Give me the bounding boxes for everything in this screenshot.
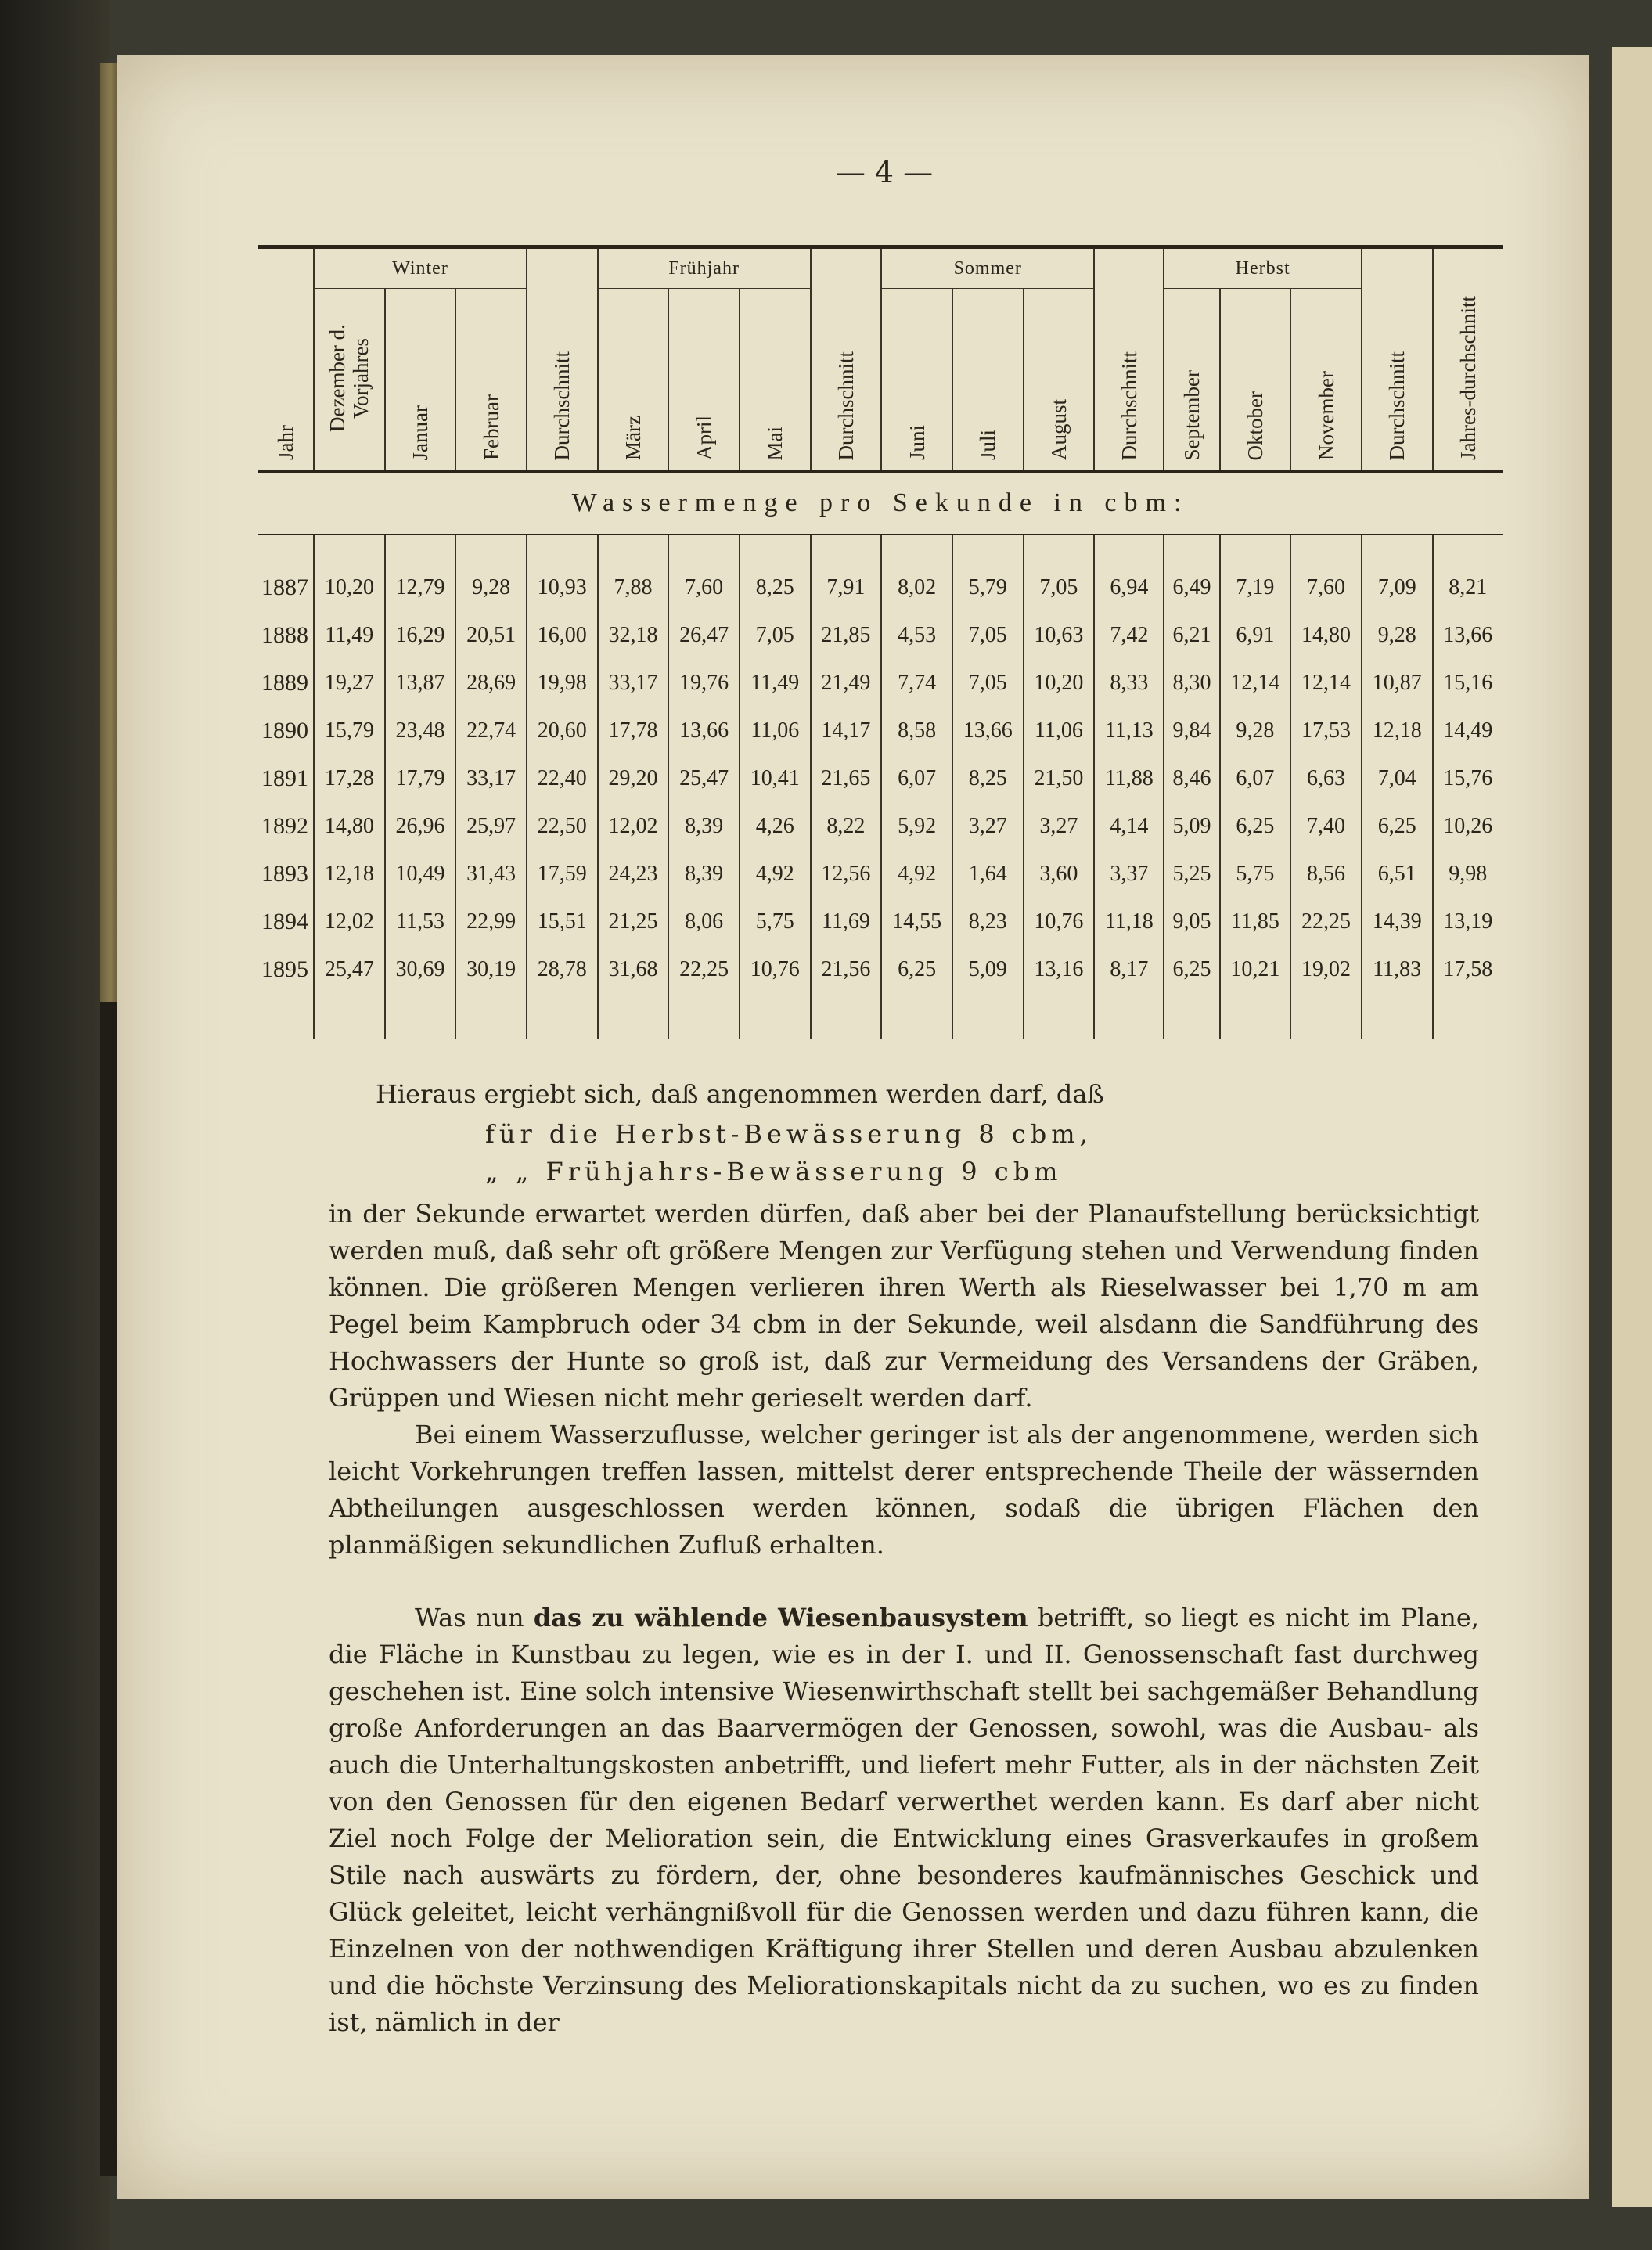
value-cell: 24,23: [598, 850, 669, 898]
value-cell: 20,60: [527, 707, 598, 754]
value-cell: 4,92: [740, 850, 811, 898]
value-cell: 7,60: [1290, 563, 1362, 611]
value-cell: 22,74: [455, 707, 527, 754]
value-cell: 11,18: [1094, 898, 1164, 945]
value-cell: 31,68: [598, 945, 669, 993]
value-cell: 8,02: [881, 563, 952, 611]
value-cell: 5,75: [1220, 850, 1291, 898]
value-cell: 5,09: [952, 945, 1024, 993]
value-cell: 28,78: [527, 945, 598, 993]
value-cell: 16,00: [527, 611, 598, 659]
col-header: Durchschnitt: [1094, 289, 1164, 472]
col-header: April: [668, 289, 740, 472]
value-cell: 17,28: [314, 754, 385, 802]
value-cell: 5,92: [881, 802, 952, 850]
year-cell: 1895: [261, 956, 308, 982]
table-row: [258, 802, 1503, 850]
group-herbst: Herbst: [1164, 247, 1361, 289]
table-row: [258, 898, 1503, 945]
value-cell: 22,99: [455, 898, 527, 945]
value-cell: 4,26: [740, 802, 811, 850]
value-cell: 5,25: [1164, 850, 1219, 898]
value-cell: 8,58: [881, 707, 952, 754]
table-row: [258, 659, 1503, 707]
value-cell: 19,02: [1290, 945, 1362, 993]
value-cell: 26,47: [668, 611, 740, 659]
value-cell: 7,40: [1290, 802, 1362, 850]
group-spacer: [1094, 247, 1164, 289]
value-cell: 4,53: [881, 611, 952, 659]
paragraph-3-emphasis: das zu wählende Wiesenbausystem: [533, 1603, 1028, 1633]
col-header: Durchschnitt: [811, 289, 882, 472]
value-cell: 25,47: [668, 754, 740, 802]
value-cell: 13,16: [1024, 945, 1095, 993]
value-cell: 9,28: [1362, 611, 1433, 659]
value-cell: 10,20: [314, 563, 385, 611]
value-cell: 12,18: [314, 850, 385, 898]
value-cell: 11,83: [1362, 945, 1433, 993]
value-cell: 7,74: [881, 659, 952, 707]
value-cell: 21,49: [811, 659, 882, 707]
value-cell: 7,42: [1094, 611, 1164, 659]
paragraph-3-start: Was nun: [415, 1603, 534, 1633]
col-header: Januar: [385, 289, 456, 472]
value-cell: 8,25: [952, 754, 1024, 802]
col-header: August: [1024, 289, 1095, 472]
value-cell: 5,79: [952, 563, 1024, 611]
value-cell: 14,80: [314, 802, 385, 850]
group-header-row: [258, 247, 1503, 289]
value-cell: 7,05: [952, 611, 1024, 659]
value-cell: 4,14: [1094, 802, 1164, 850]
value-cell: 6,21: [1164, 611, 1219, 659]
value-cell: 15,51: [527, 898, 598, 945]
intro-line: Hieraus ergiebt sich, daß angenommen werden darf, daß: [376, 1079, 1104, 1109]
year-cell: 1890: [261, 717, 308, 743]
value-cell: 6,94: [1094, 563, 1164, 611]
value-cell: 14,49: [1433, 707, 1503, 754]
year-cell: 1893: [261, 860, 308, 887]
value-cell: 10,76: [740, 945, 811, 993]
value-cell: 11,06: [1024, 707, 1095, 754]
value-cell: 10,26: [1433, 802, 1503, 850]
group-sommer: Sommer: [881, 247, 1094, 289]
value-cell: 8,39: [668, 802, 740, 850]
bewaesserung-line-1: für die Herbst-Bewässerung 8 cbm,: [485, 1119, 1092, 1149]
value-cell: 10,20: [1024, 659, 1095, 707]
value-cell: 12,02: [314, 898, 385, 945]
value-cell: 29,20: [598, 754, 669, 802]
paragraph-2: Bei einem Wasserzuflusse, welcher geringer ist als der angenommene, werden sich leicht Vorkehrungen treffen lassen, mittelst derer entsprechende Theile der wässernden Abtheilungen ausgeschlossen werden können, sodaß die übrigen Flächen den planmäßigen sekundlichen Zufluß erhalten.: [329, 1420, 1479, 1560]
unit-row: [258, 472, 1503, 535]
value-cell: 20,51: [455, 611, 527, 659]
table-row: [258, 563, 1503, 611]
value-cell: 19,27: [314, 659, 385, 707]
table-row: [258, 850, 1503, 898]
value-cell: 13,19: [1433, 898, 1503, 945]
value-cell: 10,21: [1220, 945, 1291, 993]
col-header: Dezember d. Vorjahres: [314, 289, 385, 472]
value-cell: 8,30: [1164, 659, 1219, 707]
value-cell: 30,19: [455, 945, 527, 993]
value-cell: 8,33: [1094, 659, 1164, 707]
value-cell: 11,06: [740, 707, 811, 754]
value-cell: 8,46: [1164, 754, 1219, 802]
value-cell: 19,76: [668, 659, 740, 707]
year-cell: 1891: [261, 765, 308, 791]
group-winter: Winter: [314, 247, 527, 289]
group-spacer: [258, 247, 314, 289]
bewaesserung-line-2: „ „ Frühjahrs-Bewässerung 9 cbm: [485, 1157, 1063, 1186]
value-cell: 6,25: [881, 945, 952, 993]
value-cell: 8,25: [740, 563, 811, 611]
col-header: Jahres-durchschnitt: [1433, 289, 1503, 472]
value-cell: 14,39: [1362, 898, 1433, 945]
value-cell: 8,22: [811, 802, 882, 850]
year-cell: 1894: [261, 908, 308, 934]
unit-label: Wassermenge pro Sekunde in cbm:: [258, 472, 1503, 535]
value-cell: 10,41: [740, 754, 811, 802]
value-cell: 11,13: [1094, 707, 1164, 754]
value-cell: 22,25: [668, 945, 740, 993]
value-cell: 14,80: [1290, 611, 1362, 659]
value-cell: 7,19: [1220, 563, 1291, 611]
value-cell: 22,40: [527, 754, 598, 802]
year-cell: 1887: [261, 574, 308, 600]
value-cell: 3,37: [1094, 850, 1164, 898]
value-cell: 12,56: [811, 850, 882, 898]
book-spine: [0, 0, 110, 2250]
value-cell: 8,17: [1094, 945, 1164, 993]
paragraph-1-block: [329, 1196, 1479, 2041]
value-cell: 17,59: [527, 850, 598, 898]
year-cell: 1889: [261, 669, 308, 696]
value-cell: 9,98: [1433, 850, 1503, 898]
value-cell: 11,53: [385, 898, 456, 945]
col-header: Jahr: [258, 289, 314, 472]
table-row: [258, 945, 1503, 993]
value-cell: 30,69: [385, 945, 456, 993]
value-cell: 28,69: [455, 659, 527, 707]
paragraph-1: in der Sekunde erwartet werden dürfen, daß aber bei der Planaufstellung berücksichtigt werden muß, daß sehr oft größere Mengen zur Verfügung stehen und Verwendung finden können. Die größeren Mengen verlieren ihren Werth als Rieselwasser bei 1,70 m am Pegel beim Kampbruch oder 34 cbm in der Sekunde, weil alsdann die Sandführung des Hochwassers der Hunte so groß ist, daß zur Vermeidung des Versandens der Gräben, Grüppen und Wiesen nicht mehr gerieselt werden darf.: [329, 1199, 1479, 1413]
value-cell: 32,18: [598, 611, 669, 659]
group-spacer: [811, 247, 882, 289]
value-cell: 21,85: [811, 611, 882, 659]
value-cell: 14,17: [811, 707, 882, 754]
value-cell: 12,14: [1220, 659, 1291, 707]
value-cell: 6,63: [1290, 754, 1362, 802]
col-header: Durchschnitt: [1362, 289, 1433, 472]
value-cell: 11,88: [1094, 754, 1164, 802]
col-header: Juli: [952, 289, 1024, 472]
facing-page-edge: [1612, 47, 1652, 2207]
value-cell: 6,25: [1164, 945, 1219, 993]
value-cell: 3,60: [1024, 850, 1095, 898]
value-cell: 7,09: [1362, 563, 1433, 611]
value-cell: 6,25: [1362, 802, 1433, 850]
value-cell: 6,91: [1220, 611, 1291, 659]
value-cell: 33,17: [455, 754, 527, 802]
value-cell: 4,92: [881, 850, 952, 898]
value-cell: 10,87: [1362, 659, 1433, 707]
text-block: [329, 1076, 1479, 1113]
value-cell: 13,66: [668, 707, 740, 754]
value-cell: 15,16: [1433, 659, 1503, 707]
value-cell: 8,56: [1290, 850, 1362, 898]
col-header: Juni: [881, 289, 952, 472]
value-cell: 19,98: [527, 659, 598, 707]
value-cell: 12,79: [385, 563, 456, 611]
value-cell: 12,18: [1362, 707, 1433, 754]
value-cell: 23,48: [385, 707, 456, 754]
value-cell: 7,05: [1024, 563, 1095, 611]
value-cell: 6,49: [1164, 563, 1219, 611]
value-cell: 21,50: [1024, 754, 1095, 802]
value-cell: 25,47: [314, 945, 385, 993]
table-row: [258, 754, 1503, 802]
value-cell: 17,53: [1290, 707, 1362, 754]
col-header: März: [598, 289, 669, 472]
value-cell: 9,28: [1220, 707, 1291, 754]
year-cell: 1892: [261, 812, 308, 839]
value-cell: 13,66: [952, 707, 1024, 754]
value-cell: 22,50: [527, 802, 598, 850]
group-spacer: [527, 247, 598, 289]
group-spacer: [1433, 247, 1503, 289]
value-cell: 14,55: [881, 898, 952, 945]
value-cell: 22,25: [1290, 898, 1362, 945]
col-header: Mai: [740, 289, 811, 472]
value-cell: 25,97: [455, 802, 527, 850]
paragraph-3: [329, 1600, 1479, 2041]
spacer-row: [258, 993, 1503, 1039]
value-cell: 6,07: [1220, 754, 1291, 802]
paragraph-3-rest: betrifft, so liegt es nicht im Plane, die Fläche in Kunstbau zu legen, wie es in der I. und II. Genossenschaft fast durchweg geschehen ist. Eine solch intensive Wiesenwirthschaft stellt bei sachgemäßer Behandlung große Anforderungen an das Baarvermögen der Genossen, sowohl, was die Ausbau- als auch die Unterhaltungskosten anbetrifft, und liefert mehr Futter, als in der nächsten Zeit von den Genossen für den eigenen Bedarf verwerthet werden kann. Es darf aber nicht Ziel noch Folge der Melioration sein, die Entwicklung eines Grasverkaufes in großem Stile nach auswärts zu fördern, der, ohne besonderes kaufmännisches Geschick und Glück geleitet, leicht verhängnißvoll für die Genossen werden und dazu führen kann, die Einzelnen von der nothwendigen Kräftigung ihrer Stellen und deren Ausbau abzulenken und die höchste Verzinsung des Meliorationskapitals nicht da zu suchen, wo es zu finden ist, nämlich in der: [329, 1603, 1480, 2037]
water-table: [258, 245, 1503, 1039]
value-cell: 11,69: [811, 898, 882, 945]
value-cell: 17,79: [385, 754, 456, 802]
col-header: September: [1164, 289, 1219, 472]
value-cell: 3,27: [1024, 802, 1095, 850]
value-cell: 7,88: [598, 563, 669, 611]
table-row: [258, 707, 1503, 754]
year-cell: 1888: [261, 621, 308, 648]
value-cell: 21,25: [598, 898, 669, 945]
value-cell: 7,04: [1362, 754, 1433, 802]
value-cell: 21,56: [811, 945, 882, 993]
value-cell: 17,78: [598, 707, 669, 754]
value-cell: 15,79: [314, 707, 385, 754]
value-cell: 5,75: [740, 898, 811, 945]
value-cell: 11,49: [740, 659, 811, 707]
table-row: [258, 611, 1503, 659]
value-cell: 26,96: [385, 802, 456, 850]
value-cell: 8,39: [668, 850, 740, 898]
value-cell: 7,91: [811, 563, 882, 611]
value-cell: 8,23: [952, 898, 1024, 945]
value-cell: 11,49: [314, 611, 385, 659]
value-cell: 12,14: [1290, 659, 1362, 707]
col-header: Durchschnitt: [527, 289, 598, 472]
value-cell: 10,93: [527, 563, 598, 611]
value-cell: 10,49: [385, 850, 456, 898]
value-cell: 21,65: [811, 754, 882, 802]
value-cell: 11,85: [1220, 898, 1291, 945]
table-body: [258, 563, 1503, 993]
value-cell: 1,64: [952, 850, 1024, 898]
value-cell: 6,25: [1220, 802, 1291, 850]
value-cell: 8,06: [668, 898, 740, 945]
value-cell: 13,87: [385, 659, 456, 707]
value-cell: 15,76: [1433, 754, 1503, 802]
value-cell: 33,17: [598, 659, 669, 707]
value-cell: 8,21: [1433, 563, 1503, 611]
col-header: Februar: [455, 289, 527, 472]
value-cell: 16,29: [385, 611, 456, 659]
value-cell: 7,05: [740, 611, 811, 659]
value-cell: 10,76: [1024, 898, 1095, 945]
col-header: November: [1290, 289, 1362, 472]
value-cell: 31,43: [455, 850, 527, 898]
page-number: — 4 —: [835, 155, 934, 189]
value-cell: 9,84: [1164, 707, 1219, 754]
group-spacer: [1362, 247, 1433, 289]
col-header: Oktober: [1220, 289, 1291, 472]
value-cell: 13,66: [1433, 611, 1503, 659]
value-cell: 17,58: [1433, 945, 1503, 993]
value-cell: 10,63: [1024, 611, 1095, 659]
column-header-row: [258, 289, 1503, 472]
value-cell: 12,02: [598, 802, 669, 850]
value-cell: 6,51: [1362, 850, 1433, 898]
value-cell: 3,27: [952, 802, 1024, 850]
value-cell: 6,07: [881, 754, 952, 802]
value-cell: 7,60: [668, 563, 740, 611]
spacer-row: [258, 535, 1503, 563]
value-cell: 9,28: [455, 563, 527, 611]
value-cell: 9,05: [1164, 898, 1219, 945]
value-cell: 5,09: [1164, 802, 1219, 850]
value-cell: 7,05: [952, 659, 1024, 707]
group-fruehjahr: Frühjahr: [598, 247, 811, 289]
